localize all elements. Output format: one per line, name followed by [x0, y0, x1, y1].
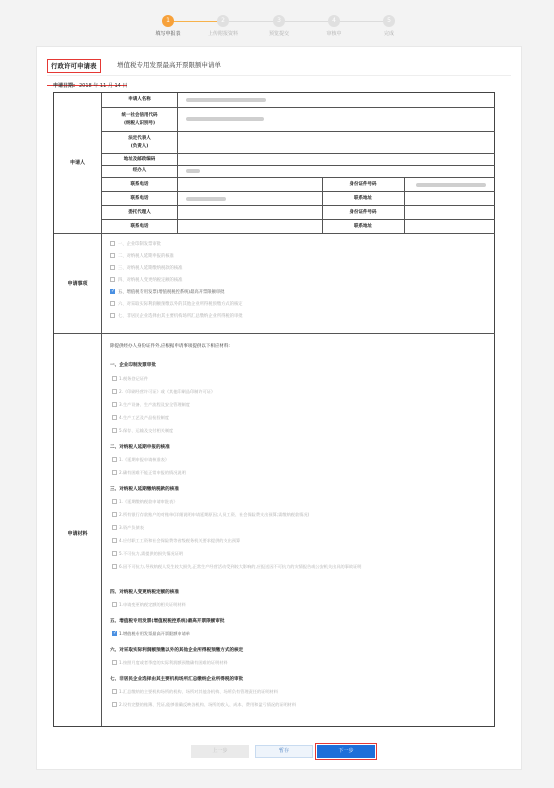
step-label: 填写申报表 — [155, 31, 181, 37]
material-item-label: 2.设有完整的账簿、凭证,能够准确反映各机构、场所的收入、成本、费用和盈亏情况的证明材料 — [119, 702, 297, 707]
label-contact-phone: 联系电话 — [130, 196, 149, 201]
material-item[interactable] — [112, 376, 148, 382]
matter-option-label: 四、对纳税人变更纳税定额的核准 — [118, 278, 183, 283]
materials-intro: 除提供经办人身份证件外,应根据申请事项提供以下相应材料: — [110, 344, 230, 349]
matter-option[interactable] — [110, 301, 243, 308]
checkbox[interactable] — [112, 470, 117, 475]
material-item[interactable] — [112, 470, 186, 476]
matter-option-invoice-limit[interactable] — [110, 289, 224, 296]
material-item[interactable] — [112, 457, 169, 463]
matter-option-label: 三、对纳税人延期缴纳税款的核准 — [118, 266, 183, 271]
material-item-label: 6.因不可抗力,导致纳税人发生较大损失,正常生产经营活动受到较大影响的,应报送因不可抗力的灾情报告或公安机关出具的事故证明 — [119, 564, 362, 569]
checkbox[interactable] — [112, 428, 117, 433]
checkbox[interactable] — [110, 301, 115, 306]
next-step-button[interactable]: 下一步 — [317, 745, 375, 758]
checkbox[interactable] — [112, 660, 117, 665]
label-agent-id: 身份证件号码 — [349, 210, 377, 215]
section-matters: 申请事项 — [67, 281, 88, 287]
checkbox[interactable] — [112, 457, 117, 462]
label-agent-address: 联系地址 — [354, 224, 372, 229]
step-4 — [304, 15, 364, 37]
checkbox-checked[interactable] — [110, 289, 115, 294]
checkbox[interactable] — [110, 241, 115, 246]
matter-option-label: 五、增值税专用发票(增值税税控系统)最高开票限额审批 — [118, 290, 225, 295]
step-label: 审核中 — [326, 31, 342, 37]
section-divider — [54, 233, 495, 234]
step-2 — [193, 15, 253, 37]
applicant-name-value — [186, 98, 266, 102]
checkbox[interactable] — [112, 564, 117, 569]
material-item-label: 3.资产负债表 — [119, 525, 144, 530]
material-item[interactable] — [112, 415, 169, 421]
checkbox[interactable] — [112, 376, 117, 381]
step-number: 3 — [273, 15, 285, 27]
row-divider — [101, 205, 495, 206]
apply-date-value: 2018 年 11 月 14 日 — [79, 83, 128, 89]
credit-code-value — [186, 117, 264, 121]
step-3 — [249, 15, 309, 37]
matter-option[interactable] — [110, 313, 243, 320]
apply-date-label: 申请日期: — [53, 83, 75, 89]
section-divider — [54, 333, 495, 334]
label-applicant-name: 申请人名称 — [128, 97, 151, 102]
materials-group-title: 一、企业印制发票审批 — [110, 363, 156, 368]
material-item-label: 2.确有困难不能正常申报的情况说明 — [119, 470, 186, 475]
material-item[interactable] — [112, 660, 228, 666]
checkbox[interactable] — [112, 702, 117, 707]
label-contact-address: 联系地址 — [354, 196, 372, 201]
label-credit-code: 统一社会信用代码 — [121, 113, 158, 118]
section-applicant: 申请人 — [69, 160, 85, 166]
label-id-number: 身份证件号码 — [349, 182, 377, 187]
checkbox[interactable] — [112, 499, 117, 504]
checkbox[interactable] — [110, 253, 115, 258]
matter-option-label: 二、对纳税人延期申报的核准 — [118, 254, 174, 259]
material-item-label: 4.生产工艺及产品检验制度 — [119, 415, 170, 420]
materials-group-title: 五、增值税专用发票(增值税税控系统)最高开票限额审批 — [110, 619, 225, 624]
materials-group-title: 二、对纳税人延期申报的核准 — [110, 445, 170, 450]
step-label: 预览提交 — [268, 31, 289, 37]
label-handler: 经办人 — [132, 168, 147, 173]
material-item-label: 1.《延期缴纳税款申请审批表》 — [119, 499, 178, 504]
material-item[interactable] — [112, 499, 177, 505]
checkbox[interactable] — [110, 265, 115, 270]
material-item[interactable] — [112, 702, 296, 708]
column-divider — [177, 93, 178, 233]
row-divider — [101, 219, 495, 220]
material-item-label: 1.税务登记证件 — [119, 376, 149, 381]
apply-date — [53, 82, 127, 89]
material-item[interactable] — [112, 525, 144, 531]
material-item[interactable] — [112, 402, 190, 408]
label-legal-rep: 法定代表人 — [128, 136, 151, 141]
material-item-label: 5.不可抗力,需提供的损失情况证明 — [119, 551, 183, 556]
matter-option-label: 七、非居民企业选择由其主要机构场所汇总缴纳企业所得税的审批 — [118, 314, 243, 319]
checkbox[interactable] — [112, 525, 117, 530]
checkbox[interactable] — [110, 313, 115, 318]
material-item-label: 2.《印刷经营许可证》或《其他印刷品印制许可证》 — [119, 389, 216, 394]
step-number: 1 — [162, 15, 174, 27]
checkbox[interactable] — [112, 402, 117, 407]
label-taxpayer-id: (纳税人识别号) — [123, 121, 156, 126]
material-item[interactable] — [112, 689, 278, 695]
step-1 — [138, 15, 198, 37]
row-divider — [101, 131, 495, 132]
step-number: 2 — [217, 15, 229, 27]
material-item-label: 5.保存、运输及交付相关制度 — [119, 428, 174, 433]
matter-option-label: 六、对采取实际利润额预缴以外的其他企业所得税预缴方式的核定 — [118, 302, 243, 307]
row-divider — [101, 153, 495, 154]
materials-group-title: 六、对采取实际利润额预缴以外的其他企业所得税预缴方式的核定 — [110, 648, 244, 653]
material-item[interactable] — [112, 428, 173, 434]
material-item-label: 4.应付职工工资和社会保险费等省级税务机关要求提供的支出预算 — [119, 538, 241, 543]
application-form-table — [53, 92, 495, 727]
id-number-value — [416, 183, 486, 187]
matter-option[interactable] — [110, 253, 174, 260]
progress-steps — [0, 0, 554, 40]
step-number: 5 — [383, 15, 395, 27]
save-draft-button[interactable]: 暂存 — [255, 745, 313, 758]
material-item-label: 3.生产设备、生产流程及安全管理制度 — [119, 402, 190, 407]
matter-option[interactable] — [110, 241, 161, 248]
matter-option[interactable] — [110, 277, 182, 284]
materials-group-title: 三、对纳税人延期缴纳税款的核准 — [110, 487, 179, 492]
checkbox[interactable] — [112, 551, 117, 556]
step-label: 上传附报资料 — [207, 31, 238, 37]
matter-option[interactable] — [110, 265, 182, 272]
row-divider — [101, 177, 495, 178]
material-item[interactable] — [112, 564, 362, 570]
material-item[interactable] — [112, 389, 215, 395]
materials-group-title: 七、非居民企业选择由其主要机构场所汇总缴纳企业所得税的审批 — [110, 677, 244, 682]
material-item[interactable] — [112, 512, 309, 518]
material-item-label: 1.按照月度或者季度的实际利润额预缴确有困难的证明材料 — [119, 660, 228, 665]
material-item[interactable] — [112, 538, 240, 544]
material-item[interactable] — [112, 602, 186, 608]
matter-option-label: 一、企业印制发票审批 — [118, 242, 161, 247]
tab-invoice-limit-form[interactable]: 增值税专用发票最高开票限额申请单 — [117, 61, 221, 69]
row-divider — [101, 107, 495, 108]
label-agent-phone: 联系电话 — [130, 224, 149, 229]
tab-admin-license-form[interactable]: 行政许可申请表 — [47, 59, 101, 73]
step-5 — [359, 15, 419, 37]
materials-group-title: 四、对纳税人变更纳税定额的核准 — [110, 590, 179, 595]
material-item-label: 1.汇总缴纳的主要机构场所的机构、场所对其他各机构、场所负有管理责任的证明材料 — [119, 689, 278, 694]
handler-value — [186, 169, 200, 173]
row-divider — [101, 191, 495, 192]
section-materials: 申请材料 — [67, 531, 88, 537]
material-item-label: 1.增值税专用发票最高开票限额申请单 — [119, 631, 190, 636]
tab-divider — [47, 75, 511, 76]
prev-step-button[interactable]: 上一步 — [191, 745, 249, 758]
form-card — [36, 46, 522, 770]
step-label: 完成 — [383, 31, 394, 37]
label-legal-rep-sub: (负责人) — [130, 144, 149, 149]
checkbox-checked[interactable] — [112, 631, 117, 636]
checkbox[interactable] — [110, 277, 115, 282]
checkbox[interactable] — [112, 689, 117, 694]
material-item-label: 2.所有银行存款账户的对账单(详细说明申请延期原因;人员工资、社会保险费支出预算;需缴纳税款情况) — [119, 512, 310, 517]
checkbox[interactable] — [112, 415, 117, 420]
checkbox[interactable] — [112, 512, 117, 517]
material-item-label: 1.《延期申报申请核准表》 — [119, 457, 170, 462]
phone-value — [186, 197, 226, 201]
step-number: 4 — [328, 15, 340, 27]
label-address: 地址及邮政编码 — [123, 157, 156, 162]
material-item-label: 1.申请变更纳税定额的相关证明材料 — [119, 602, 186, 607]
material-item[interactable] — [112, 551, 183, 557]
checkbox[interactable] — [112, 389, 117, 394]
checkbox[interactable] — [112, 538, 117, 543]
label-agent: 委托代理人 — [128, 210, 151, 215]
material-item-invoice-limit[interactable] — [112, 631, 190, 637]
row-divider — [101, 165, 495, 166]
label-phone: 联系电话 — [130, 182, 149, 187]
checkbox[interactable] — [112, 602, 117, 607]
